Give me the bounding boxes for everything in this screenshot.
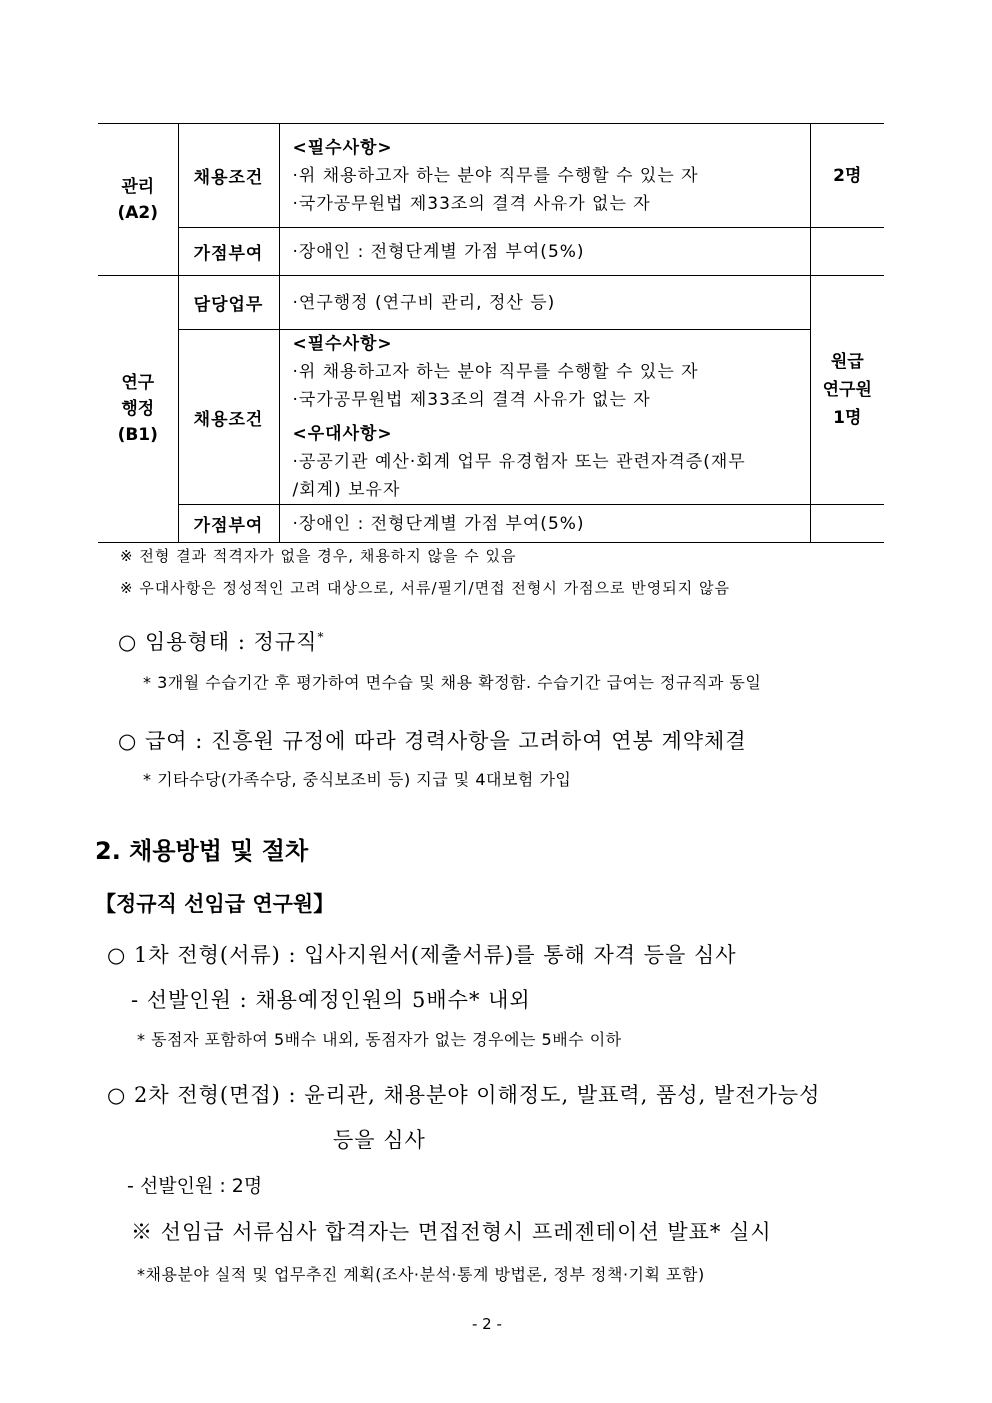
salary-line: ○ 급여 : 진흥원 규정에 따라 경력사항을 고려하여 연봉 계약체결 — [118, 729, 747, 753]
bonus-label: 가점부여 — [178, 228, 279, 276]
conditions-text: <필수사항> ·위 채용하고자 하는 분야 직무를 수행할 수 있는 자 ·국가공무원법 제33조의 결격 사유가 없는 자 <우대사항> ·공공기관 예산·회계 업무 유경험자 또는 관련자격증(재무 /회계) 보유자 — [279, 330, 810, 505]
presentation-line: ※ 선임급 서류심사 합격자는 면접전형시 프레젠테이션 발표* 실시 — [131, 1220, 772, 1244]
headcount-a2: 2명 — [810, 124, 884, 228]
category-b1: 연구 행정 (B1) — [98, 276, 178, 543]
duty-text: ·연구행정 (연구비 관리, 정산 등) — [279, 276, 810, 330]
stage2-line: ○ 2차 전형(면접) : 윤리관, 채용분야 이해정도, 발표력, 품성, 발전가능성 — [107, 1083, 821, 1107]
stage1-line: ○ 1차 전형(서류) : 입사지원서(제출서류)를 통해 자격 등을 심사 — [107, 943, 737, 967]
table-row — [98, 330, 884, 505]
note-no-candidate: ※ 전형 결과 적격자가 없을 경우, 채용하지 않을 수 있음 — [120, 547, 517, 565]
bonus-text: ·장애인 : 전형단계별 가점 부여(5%) — [279, 228, 810, 276]
headcount-b1: 원급 연구원 1명 — [810, 276, 884, 505]
recruitment-table — [98, 123, 884, 543]
bonus-label: 가점부여 — [178, 505, 279, 543]
employment-footnote: * 3개월 수습기간 후 평가하여 면수습 및 채용 확정함. 수습기간 급여는 정규직과 동일 — [143, 673, 762, 692]
stage2-select: - 선발인원 : 2명 — [127, 1175, 263, 1197]
duty-label: 담당업무 — [178, 276, 279, 330]
table-row — [98, 276, 884, 330]
salary-footnote: * 기타수당(가족수당, 중식보조비 등) 지급 및 4대보험 가입 — [143, 770, 572, 789]
bonus-text: ·장애인 : 전형단계별 가점 부여(5%) — [279, 505, 810, 543]
table-row — [98, 124, 884, 228]
conditions-label: 채용조건 — [178, 124, 279, 228]
stage1-select: - 선발인원 : 채용예정인원의 5배수* 내외 — [131, 988, 531, 1012]
section-title: 2. 채용방법 및 절차 — [95, 837, 309, 865]
stage2-line-cont: 등을 심사 — [333, 1128, 426, 1152]
presentation-note: *채용분야 실적 및 업무추진 계획(조사·분석·통계 방법론, 정부 정책·기획 포함) — [137, 1265, 705, 1284]
employment-type: ○ 임용형태 : 정규직* — [118, 630, 325, 654]
table-row — [98, 505, 884, 543]
page-number: - 2 - — [472, 1315, 502, 1333]
conditions-text: <필수사항> ·위 채용하고자 하는 분야 직무를 수행할 수 있는 자 ·국가공무원법 제33조의 결격 사유가 없는 자 — [279, 124, 810, 228]
section-subtitle: 【정규직 선임급 연구원】 — [95, 891, 335, 916]
note-preference: ※ 우대사항은 정성적인 고려 대상으로, 서류/필기/면접 전형시 가점으로 반영되지 않음 — [120, 579, 731, 597]
stage1-note: * 동점자 포함하여 5배수 내외, 동점자가 없는 경우에는 5배수 이하 — [137, 1030, 622, 1049]
table-row — [98, 228, 884, 276]
category-a2: 관리 (A2) — [98, 124, 178, 276]
conditions-label: 채용조건 — [178, 330, 279, 505]
